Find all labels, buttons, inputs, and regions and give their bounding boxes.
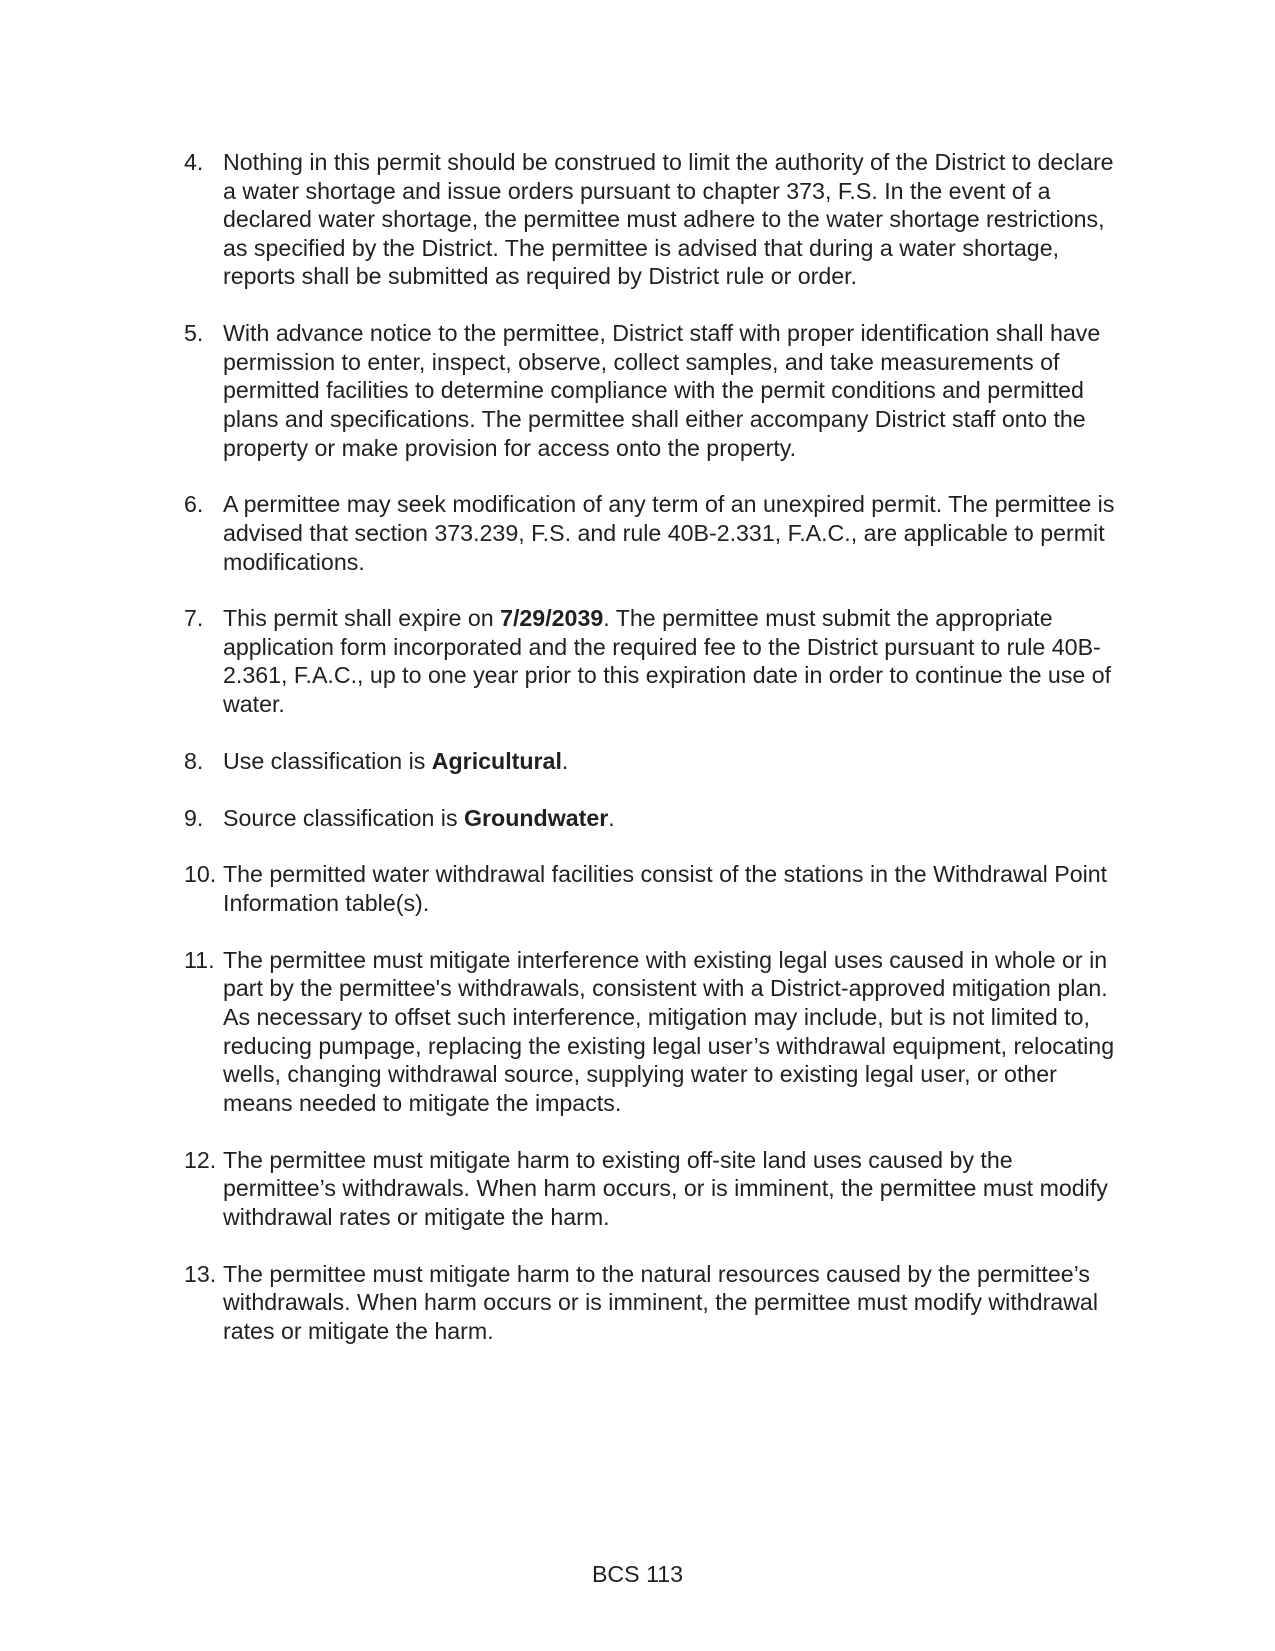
condition-item-10 [184, 860, 1124, 917]
condition-text: A permittee may seek modification of any term of an unexpired permit. The permittee is advised that section 373.239, F.S. and rule 40B-2.331, F.A.C., are applicable to permit modifications. [223, 491, 1115, 575]
condition-item-4 [184, 148, 1124, 291]
condition-number: 4. [184, 149, 204, 175]
condition-text: The permittee must mitigate interference with existing legal uses caused in whole or in part by the permittee's withdrawals, consistent with a District-approved mitigation plan. As necessary to offset such interference, mitigation may include, but is not limited to, reducing pumpage, replacing the existing legal user’s withdrawal equipment, relocating wells, changing withdrawal source, supplying water to existing legal user, or other means needed to mitigate the impacts. [223, 946, 1115, 1116]
condition-text-tail: . [561, 747, 569, 774]
condition-number: 9. [184, 804, 204, 831]
condition-item-13 [184, 1260, 1124, 1346]
condition-text [223, 804, 1124, 833]
condition-text [223, 604, 1124, 718]
condition-item-12 [184, 1146, 1124, 1232]
condition-text [223, 747, 1124, 776]
condition-number: 12. [184, 1146, 217, 1173]
condition-text: Nothing in this permit should be construed to limit the authority of the District to declare a water shortage and issue orders pursuant to chapter 373, F.S. In the event of a declared water shortage, the permittee must adhere to the water shortage restrictions, as specified by the District. The permittee is advised that during a water shortage, reports shall be submitted as required by District rule or order. [223, 149, 1114, 290]
condition-text-lead: This permit shall expire on [223, 605, 501, 632]
condition-text: The permittee must mitigate harm to the natural resources caused by the permittee’s withdrawals. When harm occurs or is imminent, the permittee must modify withdrawal rates or mitigate the harm. [223, 1260, 1098, 1344]
condition-item-11 [184, 946, 1124, 1118]
condition-number: 7. [184, 605, 204, 632]
page-footer: BCS 113 [591, 1561, 684, 1587]
use-classification-value: Agricultural [431, 747, 562, 774]
condition-text: With advance notice to the permittee, District staff with proper identification shall have permission to enter, inspect, observe, collect samples, and take measurements of permitted facilities to determine compliance with the permit conditions and permitted plans and specifications. The permittee shall either accompany District staff onto the property or make provision for access onto the property. [223, 320, 1101, 461]
condition-number: 6. [184, 491, 204, 518]
condition-item-6 [184, 490, 1124, 576]
condition-text-lead: Source classification is [223, 804, 464, 831]
condition-number: 5. [184, 320, 204, 347]
condition-number: 11. [184, 946, 215, 973]
permit-conditions-list [184, 148, 1124, 1373]
condition-text-tail: . The permittee must submit the appropriate application form incorporated and the required fee to the District pursuant to rule 40B-2.361, F.A.C., up to one year prior to this expiration date in order to continue the use of water. [223, 605, 1112, 718]
condition-text-tail: . [608, 804, 615, 831]
condition-number: 8. [184, 747, 204, 774]
condition-text: The permitted water withdrawal facilities consist of the stations in the Withdrawal Point Information table(s). [223, 861, 1108, 916]
condition-text: The permittee must mitigate harm to existing off-site land uses caused by the permittee’s withdrawals. When harm occurs, or is imminent, the permittee must modify withdrawal rates or mitigate the harm. [223, 1146, 1108, 1230]
condition-item-9 [184, 804, 1124, 833]
condition-number: 10. [184, 861, 217, 888]
condition-item-8 [184, 747, 1124, 776]
condition-text-lead: Use classification is [223, 747, 432, 774]
condition-item-5 [184, 319, 1124, 462]
expiration-date: 7/29/2039 [500, 605, 604, 632]
condition-item-7 [184, 604, 1124, 718]
condition-number: 13. [184, 1260, 217, 1287]
source-classification-value: Groundwater [464, 804, 609, 831]
